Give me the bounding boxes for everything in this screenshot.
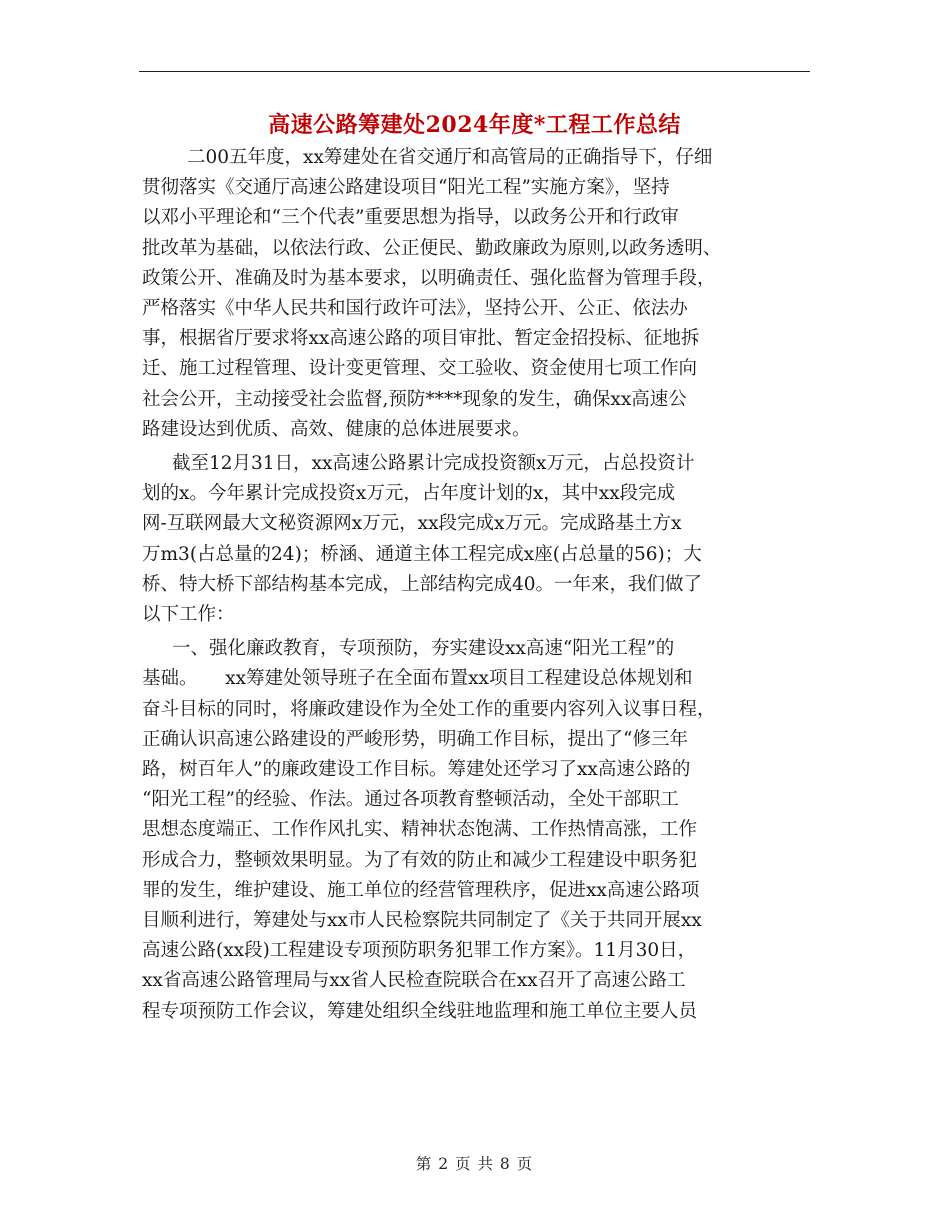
text-line: 高速公路(xx段)工程建设专项预防职务犯罪工作方案》。11月30日，	[142, 940, 697, 962]
text-line: 严格落实《中华人民共和国行政许可法》，坚持公开、公正、依法办	[142, 298, 688, 320]
text-line: 形成合力，整顿效果明显。为了有效的防止和减少工程建设中职务犯	[142, 849, 698, 871]
text-line: 目顺利进行，筹建处与xx市人民检察院共同制定了《关于共同开展xx	[142, 910, 702, 932]
text-line: 路建设达到优质、高效、健康的总体进展要求。	[142, 418, 531, 440]
text-line: 正确认识高速公路建设的严峻形势，明确工作目标，提出了“修三年	[142, 728, 688, 750]
text-line: 政策公开、准确及时为基本要求，以明确责任、强化监督为管理手段，	[142, 267, 716, 289]
text-line: 划的x。今年累计完成投资x万元，占年度计划的x，其中xx段完成	[142, 483, 676, 505]
text-line: “阳光工程”的经验、作法。通过各项教育整顿活动，全处干部职工	[142, 789, 679, 811]
header-rule	[139, 71, 810, 72]
document-title: 高速公路筹建处2024年度*工程工作总结	[268, 112, 681, 138]
text-line: 网-互联网最大文秘资源网x万元，xx段完成x万元。完成路基土方x	[142, 513, 682, 535]
text-line: 基础。 xx筹建处领导班子在全面布置xx项目工程建设总体规划和	[142, 668, 693, 690]
text-line: 桥、特大桥下部结构基本完成，上部结构完成40。一年来，我们做了	[142, 573, 703, 595]
text-line: 批改革为基础，以依法行政、公正便民、勤政廉政为原则,以政务透明、	[142, 237, 722, 259]
text-line: 罪的发生，维护建设、施工单位的经营管理秩序，促进xx高速公路项	[142, 879, 700, 901]
document-body	[142, 143, 802, 1027]
text-line: 以下工作：	[142, 604, 235, 626]
text-line: xx省高速公路管理局与xx省人民检查院联合在xx召开了高速公路工	[142, 970, 686, 992]
paragraph-2	[142, 449, 802, 630]
text-line: 二00五年度，xx筹建处在省交通厅和高管局的正确指导下，仔细	[187, 147, 713, 168]
text-line: 万m3(占总量的24)；桥涵、通道主体工程完成x座(占总量的56)；大	[142, 543, 702, 565]
paragraph-1	[142, 143, 802, 445]
text-line: 程专项预防工作会议，筹建处组织全线驻地监理和施工单位主要人员	[142, 1000, 698, 1022]
page-footer: 第 2 页 共 8 页	[415, 1155, 534, 1173]
text-line: 路，树百年人”的廉政建设工作目标。筹建处还学习了xx高速公路的	[142, 759, 691, 781]
text-line: 事，根据省厅要求将xx高速公路的项目审批、暂定金招投标、征地拆	[142, 328, 700, 350]
paragraph-3	[142, 634, 802, 1027]
text-line: 迁、施工过程管理、设计变更管理、交工验收、资金使用七项工作向	[142, 358, 698, 380]
text-line: 社会公开，主动接受社会监督,预防****现象的发生，确保xx高速公	[142, 388, 687, 410]
text-line: 截至12月31日，xx高速公路累计完成投资额x万元，占总投资计	[172, 453, 695, 475]
text-line: 贯彻落实《交通厅高速公路建设项目“阳光工程”实施方案》，坚持	[142, 177, 670, 199]
text-line: 一、强化廉政教育，专项预防，夯实建设xx高速“阳光工程”的	[172, 638, 675, 660]
text-line: 奋斗目标的同时，将廉政建设作为全处工作的重要内容列入议事日程，	[142, 698, 716, 720]
text-line: 思想态度端正、工作作风扎实、精神状态饱满、工作热情高涨，工作	[142, 819, 698, 841]
text-line: 以邓小平理论和“三个代表”重要思想为指导，以政务公开和行政审	[142, 207, 679, 229]
